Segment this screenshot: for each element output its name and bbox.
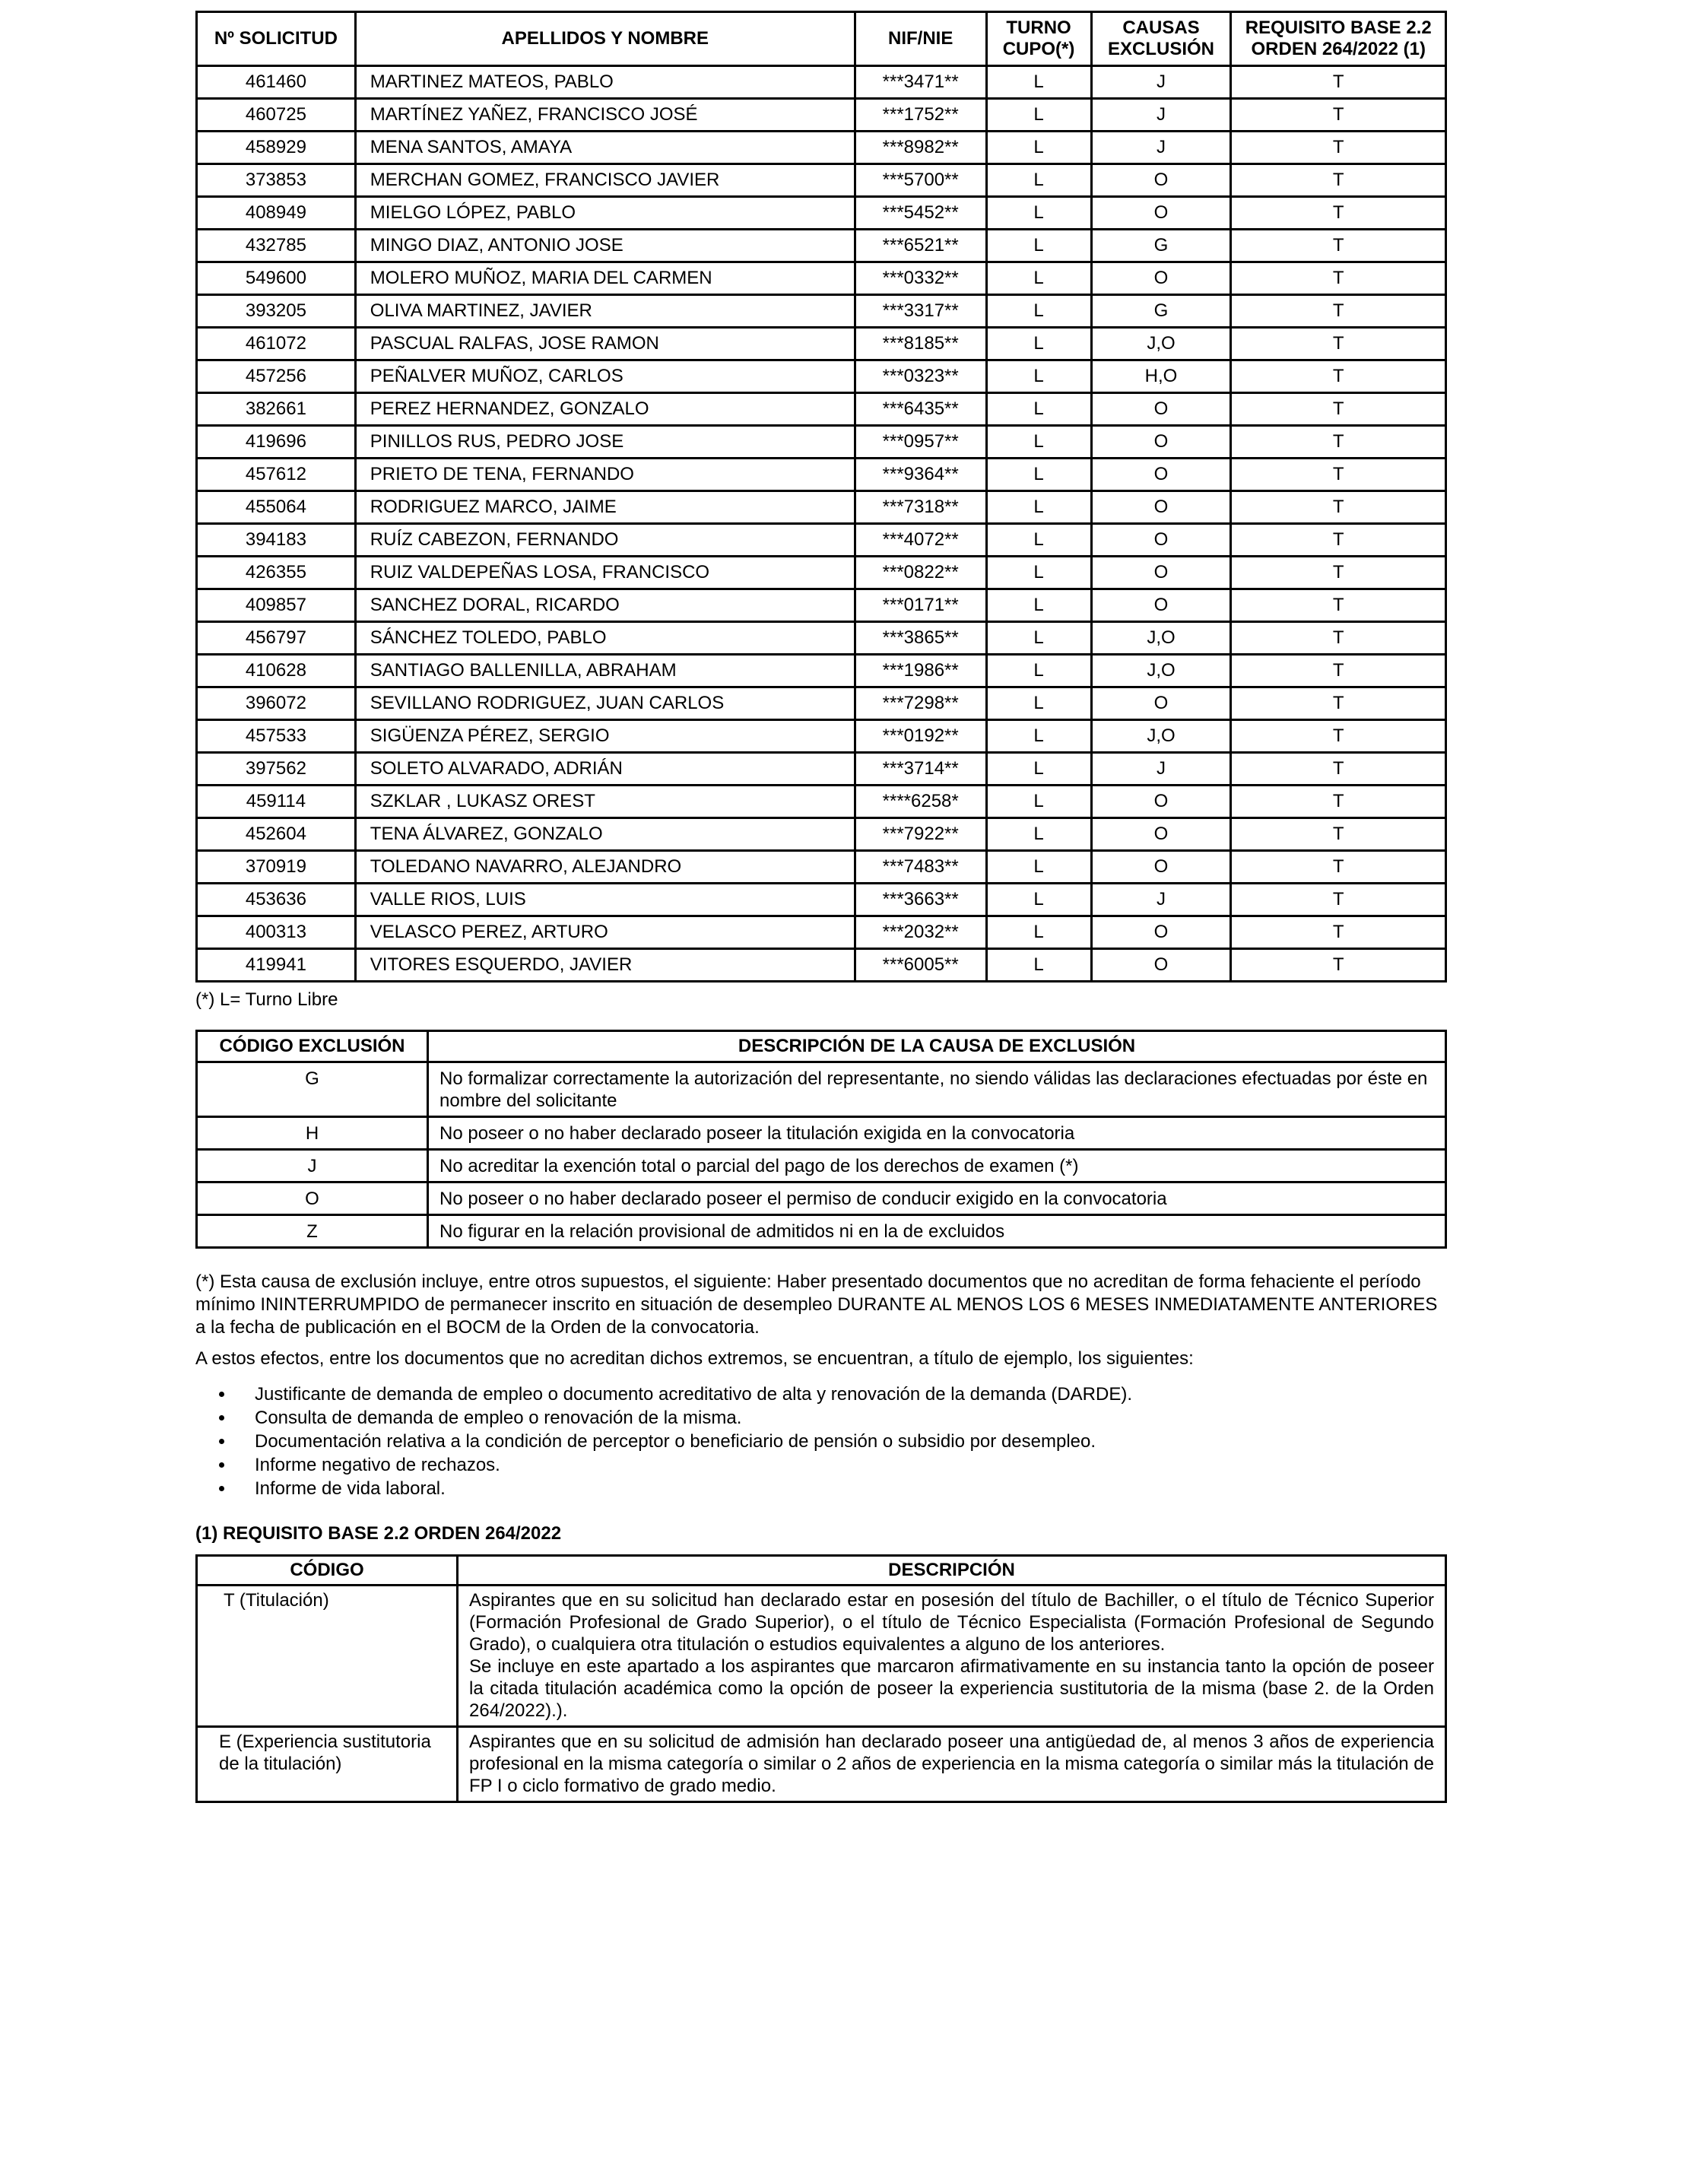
requisito-cell: T <box>1231 622 1446 655</box>
table-row <box>197 230 1446 262</box>
causas-cell: O <box>1091 426 1231 459</box>
turno-cell: L <box>986 426 1091 459</box>
causas-cell: J <box>1091 884 1231 916</box>
causas-cell: O <box>1091 393 1231 426</box>
causas-cell: O <box>1091 197 1231 230</box>
requisito-cell: T <box>1231 360 1446 393</box>
table-row <box>197 851 1446 884</box>
name-cell: RODRIGUEZ MARCO, JAIME <box>355 491 855 524</box>
turno-cell: L <box>986 99 1091 132</box>
turno-cell: L <box>986 459 1091 491</box>
table-row <box>197 1215 1446 1248</box>
code-cell: J <box>197 1150 428 1182</box>
table-row <box>197 655 1446 687</box>
code-cell: Z <box>197 1215 428 1248</box>
solicitud-cell: 549600 <box>197 262 356 295</box>
table-row <box>197 99 1446 132</box>
requisito-cell: T <box>1231 851 1446 884</box>
causas-cell: J,O <box>1091 622 1231 655</box>
requisito-cell: T <box>1231 393 1446 426</box>
causas-cell: O <box>1091 916 1231 949</box>
solicitud-cell: 409857 <box>197 589 356 622</box>
name-cell: VALLE RIOS, LUIS <box>355 884 855 916</box>
table-row <box>197 262 1446 295</box>
table-row <box>197 426 1446 459</box>
turno-cell: L <box>986 491 1091 524</box>
description-paragraph: Se incluye en este apartado a los aspirantes que marcaron afirmativamente en su instancia tanto la opción de poseer la citada titulación académica como la opción de poseer la experiencia sustitutoria de la misma (base 2. de la Orden 264/2022).). <box>469 1656 1434 1721</box>
table-row <box>197 1062 1446 1117</box>
requisito-cell: T <box>1231 687 1446 720</box>
table-row <box>197 295 1446 328</box>
turno-cell: L <box>986 295 1091 328</box>
table-row <box>197 589 1446 622</box>
turno-cell: L <box>986 818 1091 851</box>
name-cell: PEÑALVER MUÑOZ, CARLOS <box>355 360 855 393</box>
solicitud-cell: 419941 <box>197 949 356 982</box>
causas-cell: O <box>1091 459 1231 491</box>
causas-cell: O <box>1091 524 1231 557</box>
solicitud-cell: 394183 <box>197 524 356 557</box>
nif-cell: ***8185** <box>855 328 986 360</box>
nif-cell: ***1986** <box>855 655 986 687</box>
solicitud-cell: 455064 <box>197 491 356 524</box>
table-row <box>197 1727 1446 1802</box>
requisito-cell: T <box>1231 262 1446 295</box>
solicitud-cell: 457533 <box>197 720 356 753</box>
nif-cell: ***3471** <box>855 66 986 99</box>
name-cell: PRIETO DE TENA, FERNANDO <box>355 459 855 491</box>
solicitud-cell: 461072 <box>197 328 356 360</box>
table-row <box>197 1586 1446 1727</box>
requisito-cell: T <box>1231 753 1446 786</box>
solicitud-cell: 461460 <box>197 66 356 99</box>
table-row <box>197 818 1446 851</box>
nif-cell: ***0957** <box>855 426 986 459</box>
list-item: • Consulta de demanda de empleo o renovación de la misma. <box>235 1406 1447 1430</box>
requisito-cell: T <box>1231 66 1446 99</box>
causas-cell: O <box>1091 818 1231 851</box>
nif-cell: ***6005** <box>855 949 986 982</box>
solicitud-cell: 373853 <box>197 164 356 197</box>
table-header-row <box>197 12 1446 66</box>
table-row <box>197 328 1446 360</box>
solicitud-cell: 426355 <box>197 557 356 589</box>
list-item: • Documentación relativa a la condición de perceptor o beneficiario de pensión o subsidio por desempleo. <box>235 1430 1447 1453</box>
causas-cell: J,O <box>1091 328 1231 360</box>
causas-cell: G <box>1091 295 1231 328</box>
turno-cell: L <box>986 687 1091 720</box>
requisito-cell: T <box>1231 720 1446 753</box>
header-codigo: CÓDIGO EXCLUSIÓN <box>197 1031 428 1062</box>
table-header-row <box>197 1031 1446 1062</box>
turno-cell: L <box>986 328 1091 360</box>
description-cell: No poseer o no haber declarado poseer el permiso de conducir exigido en la convocatoria <box>428 1182 1446 1215</box>
solicitud-cell: 457612 <box>197 459 356 491</box>
nif-cell: ***6435** <box>855 393 986 426</box>
name-cell: RUIZ VALDEPEÑAS LOSA, FRANCISCO <box>355 557 855 589</box>
causas-cell: O <box>1091 851 1231 884</box>
table-row <box>197 360 1446 393</box>
table-row <box>197 1150 1446 1182</box>
nif-cell: ***0822** <box>855 557 986 589</box>
turno-cell: L <box>986 786 1091 818</box>
nif-cell: ***7298** <box>855 687 986 720</box>
turno-cell: L <box>986 655 1091 687</box>
causas-cell: J,O <box>1091 720 1231 753</box>
requisito-cell: T <box>1231 295 1446 328</box>
turno-cell: L <box>986 851 1091 884</box>
name-cell: SEVILLANO RODRIGUEZ, JUAN CARLOS <box>355 687 855 720</box>
causas-cell: J <box>1091 753 1231 786</box>
nif-cell: ***3865** <box>855 622 986 655</box>
turno-cell: L <box>986 132 1091 164</box>
solicitud-cell: 370919 <box>197 851 356 884</box>
causas-cell: O <box>1091 687 1231 720</box>
solicitud-cell: 432785 <box>197 230 356 262</box>
requisito-cell: T <box>1231 328 1446 360</box>
table-row <box>197 132 1446 164</box>
solicitud-cell: 456797 <box>197 622 356 655</box>
table-row <box>197 884 1446 916</box>
causas-cell: O <box>1091 786 1231 818</box>
header-descripcion: DESCRIPCIÓN DE LA CAUSA DE EXCLUSIÓN <box>428 1031 1446 1062</box>
turno-cell: L <box>986 884 1091 916</box>
requisito-cell: T <box>1231 426 1446 459</box>
name-cell: VITORES ESQUERDO, JAVIER <box>355 949 855 982</box>
nif-cell: ***2032** <box>855 916 986 949</box>
requisito-cell: T <box>1231 589 1446 622</box>
requisito-cell: T <box>1231 916 1446 949</box>
nif-cell: ***1752** <box>855 99 986 132</box>
nif-cell: ***6521** <box>855 230 986 262</box>
causas-cell: O <box>1091 262 1231 295</box>
requisito-cell: T <box>1231 655 1446 687</box>
name-cell: MARTINEZ MATEOS, PABLO <box>355 66 855 99</box>
nif-cell: ***7483** <box>855 851 986 884</box>
turno-cell: L <box>986 164 1091 197</box>
causas-cell: O <box>1091 589 1231 622</box>
code-cell: T (Titulación) <box>197 1586 458 1727</box>
table-row <box>197 491 1446 524</box>
table-row <box>197 916 1446 949</box>
causas-cell: O <box>1091 164 1231 197</box>
solicitud-cell: 453636 <box>197 884 356 916</box>
solicitud-cell: 408949 <box>197 197 356 230</box>
name-cell: OLIVA MARTINEZ, JAVIER <box>355 295 855 328</box>
solicitud-cell: 458929 <box>197 132 356 164</box>
requisito-cell: T <box>1231 786 1446 818</box>
turno-cell: L <box>986 66 1091 99</box>
causas-cell: O <box>1091 491 1231 524</box>
exclusion-note: (*) Esta causa de exclusión incluye, entre otros supuestos, el siguiente: Haber presentado documentos que no acreditan de forma fehaciente el período mínimo ININTERRUMPIDO de permanecer inscrito en situación de desempleo DURANTE AL MENOS LOS 6 MESES INMEDIATAMENTE ANTERIORES a la fecha de publicación en el BOCM de la Orden de la convocatoria. <box>195 1271 1438 1338</box>
examples-list <box>195 1382 1447 1500</box>
header-solicitud: Nº SOLICITUD <box>197 12 356 66</box>
description-cell: No figurar en la relación provisional de admitidos ni en la de excluidos <box>428 1215 1446 1248</box>
requisito-cell: T <box>1231 197 1446 230</box>
name-cell: SIGÜENZA PÉREZ, SERGIO <box>355 720 855 753</box>
requisito-cell: T <box>1231 949 1446 982</box>
turno-note: (*) L= Turno Libre <box>195 989 338 1010</box>
table-row <box>197 393 1446 426</box>
table-row <box>197 164 1446 197</box>
table-row <box>197 197 1446 230</box>
header-nombre: APELLIDOS Y NOMBRE <box>355 12 855 66</box>
admitted-excluded-table <box>195 11 1447 982</box>
table-row <box>197 557 1446 589</box>
nif-cell: ****6258* <box>855 786 986 818</box>
table-row <box>197 1182 1446 1215</box>
table-row <box>197 949 1446 982</box>
solicitud-cell: 397562 <box>197 753 356 786</box>
turno-cell: L <box>986 360 1091 393</box>
header-requisito: REQUISITO BASE 2.2 ORDEN 264/2022 (1) <box>1231 12 1446 66</box>
header-codigo: CÓDIGO <box>197 1556 458 1586</box>
causas-cell: H,O <box>1091 360 1231 393</box>
description-cell: No formalizar correctamente la autorización del representante, no siendo válidas las declaraciones efectuadas por éste en nombre del solicitante <box>428 1062 1446 1117</box>
nif-cell: ***5452** <box>855 197 986 230</box>
name-cell: SOLETO ALVARADO, ADRIÁN <box>355 753 855 786</box>
description-cell: No poseer o no haber declarado poseer la titulación exigida en la convocatoria <box>428 1117 1446 1150</box>
code-cell: H <box>197 1117 428 1150</box>
name-cell: TOLEDANO NAVARRO, ALEJANDRO <box>355 851 855 884</box>
solicitud-cell: 460725 <box>197 99 356 132</box>
turno-cell: L <box>986 393 1091 426</box>
description-cell: No acreditar la exención total o parcial del pago de los derechos de examen (*) <box>428 1150 1446 1182</box>
requisito-cell: T <box>1231 99 1446 132</box>
solicitud-cell: 457256 <box>197 360 356 393</box>
turno-cell: L <box>986 262 1091 295</box>
name-cell: SANCHEZ DORAL, RICARDO <box>355 589 855 622</box>
table-row <box>197 687 1446 720</box>
name-cell: RUÍZ CABEZON, FERNANDO <box>355 524 855 557</box>
header-causas: CAUSAS EXCLUSIÓN <box>1091 12 1231 66</box>
nif-cell: ***7318** <box>855 491 986 524</box>
turno-cell: L <box>986 622 1091 655</box>
solicitud-cell: 393205 <box>197 295 356 328</box>
name-cell: SZKLAR , LUKASZ OREST <box>355 786 855 818</box>
nif-cell: ***9364** <box>855 459 986 491</box>
list-item: • Informe de vida laboral. <box>235 1477 1447 1500</box>
name-cell: TENA ÁLVAREZ, GONZALO <box>355 818 855 851</box>
table-header-row <box>197 1556 1446 1586</box>
table-row <box>197 66 1446 99</box>
solicitud-cell: 382661 <box>197 393 356 426</box>
requisito-cell: T <box>1231 818 1446 851</box>
solicitud-cell: 400313 <box>197 916 356 949</box>
requisito-heading: (1) REQUISITO BASE 2.2 ORDEN 264/2022 <box>195 1523 562 1544</box>
table-row <box>197 459 1446 491</box>
requisito-cell: T <box>1231 132 1446 164</box>
solicitud-cell: 452604 <box>197 818 356 851</box>
nif-cell: ***3663** <box>855 884 986 916</box>
name-cell: SANTIAGO BALLENILLA, ABRAHAM <box>355 655 855 687</box>
table-row <box>197 720 1446 753</box>
name-cell: MENA SANTOS, AMAYA <box>355 132 855 164</box>
list-item: • Justificante de demanda de empleo o documento acreditativo de alta y renovación de la demanda (DARDE). <box>235 1382 1447 1406</box>
requisito-cell: T <box>1231 459 1446 491</box>
solicitud-cell: 396072 <box>197 687 356 720</box>
causas-cell: J <box>1091 99 1231 132</box>
solicitud-cell: 410628 <box>197 655 356 687</box>
turno-cell: L <box>986 230 1091 262</box>
turno-cell: L <box>986 916 1091 949</box>
requisito-cell: T <box>1231 524 1446 557</box>
table-row <box>197 524 1446 557</box>
requisito-cell: T <box>1231 230 1446 262</box>
requisito-cell: T <box>1231 557 1446 589</box>
description-cell <box>458 1586 1446 1727</box>
nif-cell: ***5700** <box>855 164 986 197</box>
table-row <box>197 622 1446 655</box>
causas-cell: J <box>1091 66 1231 99</box>
turno-cell: L <box>986 720 1091 753</box>
nif-cell: ***0323** <box>855 360 986 393</box>
description-paragraph: Aspirantes que en su solicitud han declarado estar en posesión del título de Bachiller, o el título de Técnico Superior (Formación Profesional de Grado Superior), o el título de Técnico Especialista (Formación Profesional de Segundo Grado), o cualquiera otra titulación o estudios equivalentes a alguno de los anteriores. <box>469 1590 1434 1655</box>
turno-cell: L <box>986 753 1091 786</box>
table-row <box>197 753 1446 786</box>
turno-cell: L <box>986 197 1091 230</box>
examples-intro: A estos efectos, entre los documentos que no acreditan dichos extremos, se encuentran, a título de ejemplo, los siguientes: <box>195 1348 1194 1369</box>
nif-cell: ***0332** <box>855 262 986 295</box>
solicitud-cell: 459114 <box>197 786 356 818</box>
turno-cell: L <box>986 589 1091 622</box>
nif-cell: ***3317** <box>855 295 986 328</box>
name-cell: SÁNCHEZ TOLEDO, PABLO <box>355 622 855 655</box>
name-cell: MERCHAN GOMEZ, FRANCISCO JAVIER <box>355 164 855 197</box>
table-row <box>197 1117 1446 1150</box>
requisito-cell: T <box>1231 884 1446 916</box>
turno-cell: L <box>986 557 1091 589</box>
causas-cell: O <box>1091 557 1231 589</box>
header-turno: TURNO CUPO(*) <box>986 12 1091 66</box>
description-cell: Aspirantes que en su solicitud de admisión han declarado poseer una antigüedad de, al menos 3 años de experiencia profesional en la misma categoría o similar o 2 años de experiencia en la misma categoría o similar más la titulación de FP I o ciclo formativo de grado medio. <box>458 1727 1446 1802</box>
code-cell: G <box>197 1062 428 1117</box>
nif-cell: ***8982** <box>855 132 986 164</box>
name-cell: VELASCO PEREZ, ARTURO <box>355 916 855 949</box>
causas-cell: J,O <box>1091 655 1231 687</box>
table-row <box>197 786 1446 818</box>
turno-cell: L <box>986 949 1091 982</box>
name-cell: MOLERO MUÑOZ, MARIA DEL CARMEN <box>355 262 855 295</box>
exclusion-codes-table <box>195 1030 1447 1249</box>
name-cell: MINGO DIAZ, ANTONIO JOSE <box>355 230 855 262</box>
list-item: • Informe negativo de rechazos. <box>235 1453 1447 1477</box>
nif-cell: ***7922** <box>855 818 986 851</box>
nif-cell: ***0192** <box>855 720 986 753</box>
causas-cell: O <box>1091 949 1231 982</box>
nif-cell: ***0171** <box>855 589 986 622</box>
nif-cell: ***3714** <box>855 753 986 786</box>
turno-cell: L <box>986 524 1091 557</box>
header-descripcion: DESCRIPCIÓN <box>458 1556 1446 1586</box>
name-cell: MARTÍNEZ YAÑEZ, FRANCISCO JOSÉ <box>355 99 855 132</box>
name-cell: PEREZ HERNANDEZ, GONZALO <box>355 393 855 426</box>
code-cell: O <box>197 1182 428 1215</box>
name-cell: MIELGO LÓPEZ, PABLO <box>355 197 855 230</box>
requisito-table <box>195 1554 1447 1803</box>
requisito-cell: T <box>1231 164 1446 197</box>
causas-cell: G <box>1091 230 1231 262</box>
requisito-cell: T <box>1231 491 1446 524</box>
solicitud-cell: 419696 <box>197 426 356 459</box>
code-cell: E (Experiencia sustitutoria de la titulación) <box>197 1727 458 1802</box>
nif-cell: ***4072** <box>855 524 986 557</box>
name-cell: PASCUAL RALFAS, JOSE RAMON <box>355 328 855 360</box>
causas-cell: J <box>1091 132 1231 164</box>
name-cell: PINILLOS RUS, PEDRO JOSE <box>355 426 855 459</box>
header-nif: NIF/NIE <box>855 12 986 66</box>
